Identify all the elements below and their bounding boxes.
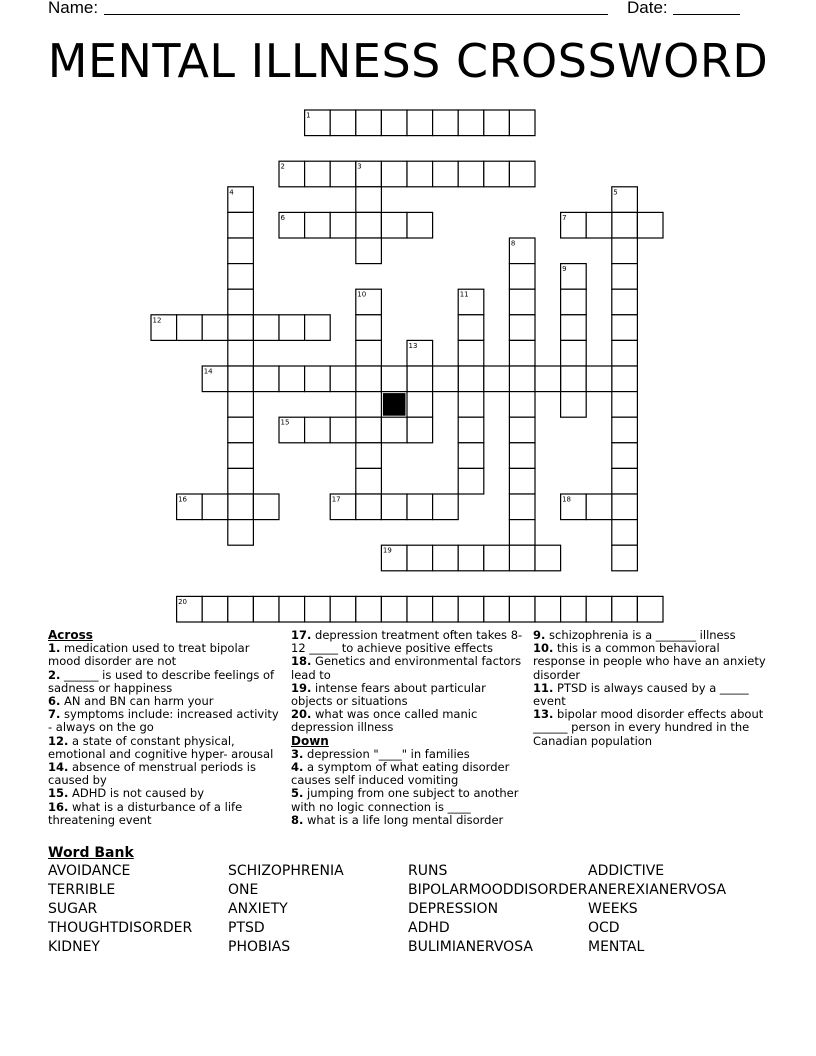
crossword-cell[interactable]: [612, 212, 638, 238]
clue-number: 15: [280, 418, 290, 427]
crossword-cell[interactable]: [509, 289, 535, 315]
across-heading: Across: [48, 628, 93, 642]
date-field[interactable]: [673, 14, 740, 15]
clue-across-1: 1. medication used to treat bipolar mood disorder are not: [48, 641, 250, 669]
crossword-cell[interactable]: [356, 110, 382, 136]
crossword-cell[interactable]: [612, 340, 638, 366]
crossword-cell[interactable]: [279, 596, 305, 622]
word-bank-item: PTSD: [228, 920, 265, 936]
crossword-cell[interactable]: [407, 212, 433, 238]
clues-column-3: [533, 629, 773, 748]
crossword-cell[interactable]: [407, 417, 433, 443]
clue-down-3: 3. depression "____" in families: [291, 746, 470, 761]
crossword-cell[interactable]: [356, 417, 382, 443]
crossword-cell[interactable]: [202, 494, 228, 520]
word-bank-item: RUNS: [408, 863, 448, 879]
crossword-cell[interactable]: [561, 392, 587, 418]
crossword-cell[interactable]: [561, 340, 587, 366]
crossword-cell[interactable]: [279, 315, 305, 341]
crossword-cell[interactable]: [561, 212, 587, 238]
crossword-cell[interactable]: [356, 315, 382, 341]
crossword-cell[interactable]: [509, 468, 535, 494]
word-bank-item: OCD: [588, 920, 620, 936]
crossword-cell[interactable]: [228, 187, 254, 213]
word-bank-column-1: [48, 862, 192, 957]
crossword-cell[interactable]: [458, 417, 484, 443]
clue-down-10: 10. this is a common behavioral response in people who have an anxiety disorder: [533, 641, 766, 682]
clue-across-15: 15. ADHD is not caused by: [48, 786, 205, 801]
crossword-cell[interactable]: [228, 520, 254, 546]
clue-across-12: 12. a state of constant physical, emotional and cognitive hyper- arousal: [48, 733, 274, 761]
crossword-cell[interactable]: [612, 366, 638, 392]
crossword-cell[interactable]: [509, 417, 535, 443]
crossword-cell[interactable]: [381, 545, 407, 571]
clue-down-5: 5. jumping from one subject to another with no logic connection is ____: [291, 786, 519, 814]
crossword-cell[interactable]: [356, 468, 382, 494]
crossword-cell[interactable]: [561, 596, 587, 622]
crossword-cell[interactable]: [356, 187, 382, 213]
clue-across-6: 6. AN and BN can harm your: [48, 694, 214, 709]
crossword-cell[interactable]: [612, 187, 638, 213]
crossword-cell[interactable]: [509, 315, 535, 341]
clue-number: 12: [152, 316, 162, 325]
crossword-cell[interactable]: [433, 596, 459, 622]
clue-number: 14: [203, 367, 213, 376]
crossword-cell[interactable]: [228, 366, 254, 392]
crossword-cell[interactable]: [561, 315, 587, 341]
crossword-cell[interactable]: [535, 545, 561, 571]
crossword-cell[interactable]: [612, 494, 638, 520]
crossword-cell[interactable]: [228, 468, 254, 494]
crossword-cell[interactable]: [177, 315, 203, 341]
crossword-cell[interactable]: [381, 366, 407, 392]
crossword-cell[interactable]: [305, 417, 331, 443]
clue-number: 5: [613, 188, 618, 197]
crossword-cell[interactable]: [561, 264, 587, 290]
crossword-cell[interactable]: [458, 596, 484, 622]
crossword-cell[interactable]: [484, 545, 510, 571]
crossword-cell[interactable]: [202, 596, 228, 622]
word-bank-item: ANXIETY: [228, 901, 288, 917]
crossword-cell[interactable]: [612, 468, 638, 494]
crossword-cell[interactable]: [561, 494, 587, 520]
crossword-cell[interactable]: [586, 212, 612, 238]
crossword-cell[interactable]: [509, 110, 535, 136]
down-heading: Down: [291, 733, 329, 748]
crossword-cell[interactable]: [509, 596, 535, 622]
crossword-cell[interactable]: [612, 545, 638, 571]
crossword-cell[interactable]: [279, 161, 305, 187]
crossword-cell[interactable]: [407, 545, 433, 571]
crossword-cell[interactable]: [509, 264, 535, 290]
crossword-cell[interactable]: [356, 161, 382, 187]
word-bank-item: AVOIDANCE: [48, 863, 131, 879]
word-bank-item: ONE: [228, 882, 259, 898]
crossword-cell[interactable]: [433, 545, 459, 571]
crossword-cell[interactable]: [330, 366, 356, 392]
clue-across-17: 17. depression treatment often takes 8-12 _____ to achieve positive effects: [291, 628, 523, 656]
clue-number: 19: [382, 546, 392, 555]
crossword-cell[interactable]: [305, 161, 331, 187]
word-bank-column-2: [228, 862, 344, 957]
crossword-cell[interactable]: [305, 366, 331, 392]
date-label: Date:: [627, 0, 668, 17]
word-bank-item: PHOBIAS: [228, 939, 291, 955]
name-label: Name:: [48, 0, 99, 17]
clue-number: 18: [562, 495, 572, 504]
clue-number: 8: [510, 239, 516, 248]
crossword-cell[interactable]: [433, 110, 459, 136]
crossword-cell[interactable]: [305, 110, 331, 136]
word-bank-item: SCHIZOPHRENIA: [228, 863, 344, 879]
word-bank-item: KIDNEY: [48, 939, 100, 955]
word-bank-item: WEEKS: [588, 901, 638, 917]
clue-number: 4: [229, 188, 234, 197]
crossword-cell[interactable]: [228, 417, 254, 443]
clue-number: 16: [178, 495, 188, 504]
word-bank-column-3: [408, 862, 587, 957]
clue-across-7: 7. symptoms include: increased activity - always on the go: [48, 707, 279, 735]
crossword-cell[interactable]: [253, 596, 279, 622]
crossword-cell[interactable]: [458, 545, 484, 571]
crossword-cell[interactable]: [509, 494, 535, 520]
crossword-cell[interactable]: [586, 494, 612, 520]
crossword-cell[interactable]: [279, 212, 305, 238]
crossword-cell[interactable]: [202, 315, 228, 341]
crossword-cell[interactable]: [356, 366, 382, 392]
crossword-cell[interactable]: [381, 596, 407, 622]
clue-across-18: 18. Genetics and environmental factors lead to: [291, 654, 522, 682]
word-bank-item: THOUGHTDISORDER: [48, 920, 193, 936]
crossword-cell[interactable]: [407, 161, 433, 187]
crossword-cell[interactable]: [509, 392, 535, 418]
clue-down-4: 4. a symptom of what eating disorder causes self induced vomiting: [291, 760, 510, 788]
crossword-cell[interactable]: [330, 110, 356, 136]
crossword-cell[interactable]: [305, 596, 331, 622]
word-bank-column-4: [588, 862, 726, 957]
crossword-cell[interactable]: [484, 110, 510, 136]
crossword-cell[interactable]: [484, 161, 510, 187]
word-bank-item: DEPRESSION: [408, 901, 499, 917]
crossword-cell[interactable]: [458, 315, 484, 341]
crossword-cell[interactable]: [228, 315, 254, 341]
crossword-cell[interactable]: [433, 161, 459, 187]
crossword-cell[interactable]: [381, 417, 407, 443]
clue-across-19: 19. intense fears about particular objects or situations: [291, 680, 486, 709]
clue-across-16: 16. what is a disturbance of a life threatening event: [48, 799, 243, 827]
clue-across-2: 2. ______ is used to describe feelings of sadness or happiness: [48, 667, 275, 695]
clue-across-20: 20. what was once called manic depression illness: [291, 707, 478, 735]
crossword-cell[interactable]: [228, 238, 254, 264]
crossword-cell[interactable]: [407, 366, 433, 392]
crossword-cell[interactable]: [330, 494, 356, 520]
crossword-cell[interactable]: [151, 315, 177, 341]
clue-number: 6: [280, 213, 285, 222]
crossword-cell[interactable]: [612, 520, 638, 546]
word-bank-item: BULIMIANERVOSA: [408, 939, 533, 955]
crossword-cell[interactable]: [279, 417, 305, 443]
crossword-cell[interactable]: [458, 392, 484, 418]
crossword-cell[interactable]: [561, 366, 587, 392]
crossword-cell[interactable]: [509, 238, 535, 264]
crossword-cell[interactable]: [612, 264, 638, 290]
crossword-cell[interactable]: [612, 443, 638, 469]
clue-number: 10: [357, 290, 367, 299]
clue-number: 13: [408, 341, 418, 350]
clues-column-2: [291, 629, 526, 827]
crossword-cell[interactable]: [458, 443, 484, 469]
crossword-cell[interactable]: [509, 340, 535, 366]
crossword-cell[interactable]: [458, 468, 484, 494]
clues-column-1: [48, 629, 283, 827]
crossword-cell[interactable]: [535, 596, 561, 622]
clue-number: 1: [306, 111, 311, 120]
crossword-cell[interactable]: [433, 366, 459, 392]
clue-number: 9: [562, 265, 567, 274]
crossword-cell[interactable]: [637, 212, 663, 238]
crossword-cell[interactable]: [305, 212, 331, 238]
crossword-cell[interactable]: [381, 161, 407, 187]
word-bank-item: MENTAL: [588, 939, 645, 955]
crossword-cell[interactable]: [612, 238, 638, 264]
crossword-cell[interactable]: [535, 366, 561, 392]
crossword-cell[interactable]: [458, 340, 484, 366]
clue-number: 2: [280, 162, 285, 171]
crossword-cell[interactable]: [356, 392, 382, 418]
crossword-cell[interactable]: [305, 315, 331, 341]
crossword-cell[interactable]: [330, 161, 356, 187]
crossword-cell[interactable]: [407, 340, 433, 366]
word-bank-item: SUGAR: [48, 901, 98, 917]
crossword-cell[interactable]: [458, 161, 484, 187]
crossword-cell[interactable]: [356, 238, 382, 264]
crossword-cell[interactable]: [253, 366, 279, 392]
crossword-cell[interactable]: [177, 494, 203, 520]
crossword-cell[interactable]: [228, 289, 254, 315]
crossword-cell[interactable]: [458, 289, 484, 315]
clue-down-8: 8. what is a life long mental disorder: [291, 812, 504, 827]
crossword-cell[interactable]: [433, 494, 459, 520]
crossword-cell[interactable]: [356, 340, 382, 366]
crossword-cell[interactable]: [407, 110, 433, 136]
crossword-cell[interactable]: [586, 596, 612, 622]
crossword-cell[interactable]: [612, 392, 638, 418]
crossword-cell[interactable]: [356, 443, 382, 469]
crossword-cell[interactable]: [509, 443, 535, 469]
crossword-cell[interactable]: [484, 596, 510, 622]
clue-down-13: 13. bipolar mood disorder effects about ______ person in every hundred in the Canadian population: [533, 707, 764, 748]
clue-number: 7: [562, 213, 567, 222]
clue-number: 11: [459, 290, 469, 299]
crossword-cell[interactable]: [381, 212, 407, 238]
crossword-cell[interactable]: [279, 366, 305, 392]
crossword-cell[interactable]: [407, 494, 433, 520]
crossword-cell[interactable]: [228, 264, 254, 290]
crossword-cell[interactable]: [253, 494, 279, 520]
page-title: MENTAL ILLNESS CROSSWORD: [47, 34, 769, 88]
crossword-cell[interactable]: [407, 392, 433, 418]
crossword-cell[interactable]: [484, 366, 510, 392]
word-bank-item: BIPOLARMOODDISORDER: [408, 882, 588, 898]
crossword-cell[interactable]: [561, 289, 587, 315]
word-bank-item: ADHD: [408, 920, 450, 936]
crossword-cell[interactable]: [407, 596, 433, 622]
crossword-cell[interactable]: [458, 366, 484, 392]
crossword-cell[interactable]: [356, 212, 382, 238]
crossword-cell[interactable]: [381, 494, 407, 520]
crossword-cell[interactable]: [330, 417, 356, 443]
crossword-cell[interactable]: [177, 596, 203, 622]
name-field[interactable]: [104, 14, 608, 15]
word-bank-item: TERRIBLE: [48, 882, 116, 898]
crossword-cell[interactable]: [509, 520, 535, 546]
clue-down-11: 11. PTSD is always caused by a _____ event: [533, 680, 749, 709]
word-bank-title: Word Bank: [48, 845, 134, 861]
crossword-cell[interactable]: [253, 315, 279, 341]
word-bank-item: ANEREXIANERVOSA: [588, 882, 727, 898]
word-bank-item: ADDICTIVE: [588, 863, 665, 879]
crossword-cell[interactable]: [356, 289, 382, 315]
crossword-cell[interactable]: [228, 443, 254, 469]
clue-number: 17: [331, 495, 341, 504]
crossword-cell[interactable]: [228, 596, 254, 622]
crossword-cell[interactable]: [228, 340, 254, 366]
crossword-cell[interactable]: [330, 212, 356, 238]
crossword-cell[interactable]: [202, 366, 228, 392]
crossword-cell[interactable]: [612, 315, 638, 341]
crossword-cell[interactable]: [381, 110, 407, 136]
crossword-cell[interactable]: [228, 494, 254, 520]
crossword-cell[interactable]: [612, 417, 638, 443]
crossword-cell[interactable]: [637, 596, 663, 622]
crossword-black-cell: [383, 393, 406, 416]
crossword-cell[interactable]: [509, 545, 535, 571]
crossword-cell[interactable]: [356, 494, 382, 520]
crossword-cell[interactable]: [330, 596, 356, 622]
crossword-cell[interactable]: [458, 110, 484, 136]
crossword-cell[interactable]: [356, 596, 382, 622]
clue-across-14: 14. absence of menstrual periods is caused by: [48, 760, 256, 788]
clue-down-9: 9. schizophrenia is a _______ illness: [533, 628, 736, 642]
crossword-cell[interactable]: [586, 366, 612, 392]
crossword-cell[interactable]: [612, 596, 638, 622]
crossword-cell[interactable]: [509, 366, 535, 392]
crossword-cell[interactable]: [228, 392, 254, 418]
crossword-cell[interactable]: [612, 289, 638, 315]
clue-number: 20: [178, 597, 188, 606]
clue-number: 3: [357, 162, 362, 171]
crossword-cell[interactable]: [509, 161, 535, 187]
crossword-cell[interactable]: [228, 212, 254, 238]
